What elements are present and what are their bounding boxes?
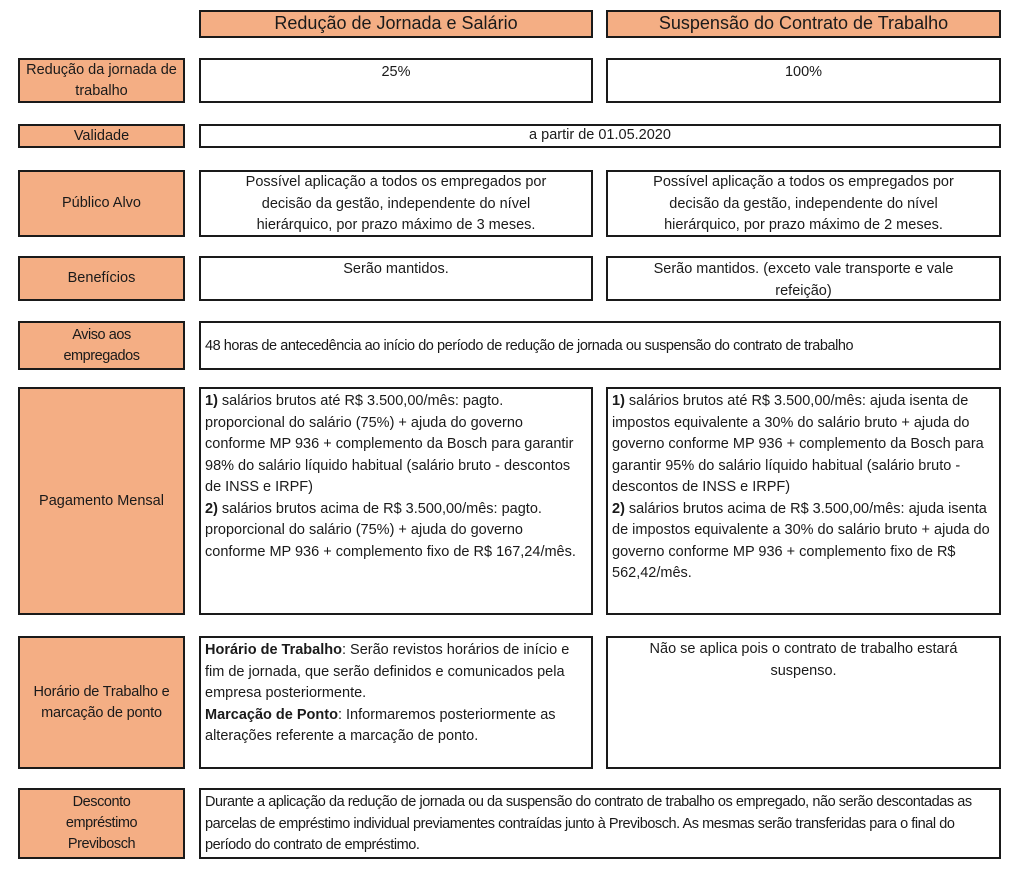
item-number: 2) [612,500,625,517]
column-header-reducao-text: Redução de Jornada e Salário [274,13,518,34]
row-label-text: Benefícios [67,270,136,286]
item-text: salários brutos acima de R$ 3.500,00/mês: pagto. proporcional do salário (75%) + ajuda do governo conforme MP 936 + complemento fixo de R$ 167,24/mês. [205,500,576,560]
cell-reducao-col2 [606,58,1001,103]
cell-horario-col2 [606,636,1001,769]
cell-publico-col2 [606,170,1001,237]
cell-beneficios-col2 [606,256,1001,301]
paragraph-text: : Serão revistos horários de início e fim de jornada, que serão definidos e comunicados pela empresa posteriormente. [205,642,570,701]
row-label-reducao-jornada [18,58,185,103]
cell-text: Possível aplicação a todos os empregados por decisão da gestão, independente do nível hierárquico, por prazo máximo de 3 meses. [245,174,547,233]
row-label-publico-alvo [18,170,185,237]
cell-text: a partir de 01.05.2020 [529,127,671,144]
column-header-reducao [199,10,593,38]
column-header-suspensao-text: Suspensão do Contrato de Trabalho [658,13,949,34]
row-label-text: Horário de Trabalho e marcação de ponto [33,683,170,721]
row-label-text: Pagamento Mensal [39,492,164,509]
cell-text: Possível aplicação a todos os empregados por decisão da gestão, independente do nível hierárquico, por prazo máximo de 2 meses. [653,174,954,233]
row-label-beneficios [18,256,185,301]
row-label-text: Público Alvo [62,195,141,211]
cell-text: Não se aplica pois o contrato de trabalho estará suspenso. [649,641,958,679]
horario-trabalho-paragraph [205,640,587,705]
row-label-text: Validade [73,127,130,144]
item-number: 2) [205,500,218,517]
paragraph-text: : Informaremos posteriormente as alterações referente a marcação de ponto. [205,706,556,744]
row-label-text: Aviso aos empregados [63,326,140,364]
row-label-desconto-emprestimo [18,788,185,859]
item-text: salários brutos até R$ 3.500,00/mês: ajuda isenta de impostos equivalente a 30% do salário bruto + ajuda do governo conforme MP 936 + complemento da Bosch para garantir 95% do salário líquido habitual (salário bruto - descontos de INSS e IRPF) [612,393,984,495]
cell-pagamento-col1 [199,387,593,615]
row-label-pagamento-mensal [18,387,185,615]
cell-text: Serão mantidos. [343,261,449,277]
cell-desconto [199,788,1001,859]
row-label-aviso-empregados [18,321,185,370]
cell-horario-col1 [199,636,593,769]
marcacao-ponto-paragraph [205,705,587,748]
cell-aviso [199,321,1001,370]
cell-text: 48 horas de antecedência ao início do período de redução de jornada ou suspensão do contrato de trabalho [205,337,854,354]
row-label-text: Desconto empréstimo Previbosch [65,794,138,852]
cell-publico-col1 [199,170,593,237]
row-label-text: Redução da jornada de trabalho [26,61,177,99]
item-text: salários brutos acima de R$ 3.500,00/mês: ajuda isenta de impostos equivalente a 30% do salário bruto + ajuda do governo conforme MP 936 + complemento fixo de R$ 562,42/mês. [612,500,990,581]
paragraph-title: Horário de Trabalho [205,642,342,658]
payment-item-2 [612,499,995,585]
cell-text: 25% [381,64,411,80]
item-number: 1) [612,393,625,409]
payment-item-2 [205,499,587,564]
row-label-horario-trabalho [18,636,185,769]
cell-reducao-col1 [199,58,593,103]
cell-pagamento-col2 [606,387,1001,615]
item-text: salários brutos até R$ 3.500,00/mês: pagto. proporcional do salário (75%) + ajuda do governo conforme MP 936 + complemento da Bosch para garantir 98% do salário líquido habitual (salário bruto - descontos de INSS e IRPF) [205,393,574,495]
cell-text: 100% [784,64,823,80]
payment-item-1 [205,391,587,499]
cell-text: Durante a aplicação da redução de jornada ou da suspensão do contrato de trabalho os empregado, não serão descontadas as parcelas de empréstimo individual previamentes contraídas junto à Previbosch. As mesmas serão transferidas para o final do período do contrato de empréstimo. [205,794,972,853]
item-number: 1) [205,393,218,409]
payment-item-1 [612,391,995,499]
cell-text: Serão mantidos. (exceto vale transporte e vale refeição) [653,261,954,299]
column-header-suspensao [606,10,1001,38]
cell-validade [199,124,1001,148]
row-label-validade [18,124,185,148]
paragraph-title: Marcação de Ponto [205,706,338,723]
cell-beneficios-col1 [199,256,593,301]
